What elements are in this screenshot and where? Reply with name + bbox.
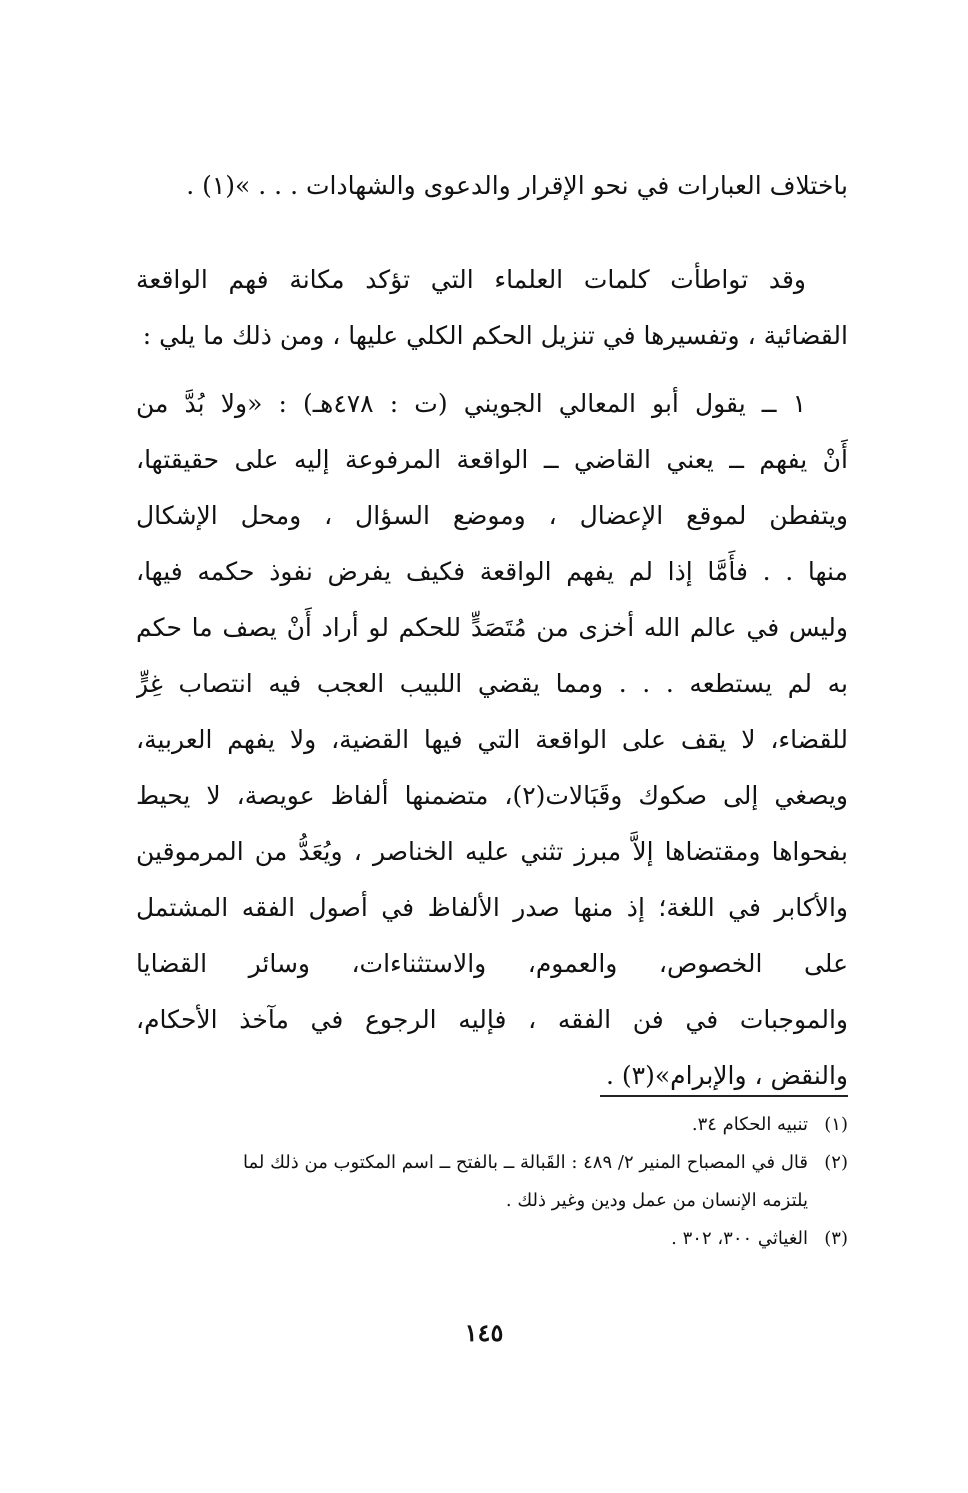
footnote-2: [136, 1144, 848, 1182]
text-line: ويصغي إلى صكوك وقَبَالات(٢)، متضمنها ألفاظ عويصة، لا يحيط: [136, 781, 848, 810]
footnote-text: الغياثي ٣٠٠، ٣٠٢ .: [671, 1228, 808, 1249]
text-line: على الخصوص، والعموم، والاستثناءات، وسائر القضايا: [136, 949, 848, 978]
text-line: بفحواها ومقتضاها إلاَّ مبرز تثني عليه الخناصر ، ويُعَدُّ من المرموقين: [136, 837, 848, 866]
footnote-3: [136, 1220, 848, 1258]
footnote-number: (٣): [824, 1228, 848, 1249]
text-line: به لم يستطعه . . . ومما يقضي اللبيب العجب فيه انتصاب غِرٍّ: [136, 669, 848, 698]
text-line: وليس في عالم الله أخزى من مُتَصَدٍّ للحكم لو أراد أَنْ يصف ما حكم: [136, 613, 848, 642]
text-line: منها . . فأَمَّا إذا لم يفهم الواقعة فكيف يفرض نفوذ حكمه فيها،: [136, 557, 848, 586]
text-line: أَنْ يفهم ــ يعني القاضي ــ الواقعة المرفوعة إليه على حقيقتها،: [136, 445, 848, 474]
text-line: للقضاء، لا يقف على الواقعة التي فيها القضية، ولا يفهم العربية،: [136, 725, 848, 754]
footnote-text: قال في المصباح المنير ٢/ ٤٨٩ : القَبالة ــ بالفتح ــ اسم المكتوب من ذلك لما: [243, 1152, 808, 1173]
footnote-divider: [600, 1095, 848, 1097]
footnotes: [136, 1106, 848, 1258]
text-line: القضائية ، وتفسيرها في تنزيل الحكم الكلي عليها ، ومن ذلك ما يلي :: [142, 321, 848, 350]
text-line: ويتفطن لموقع الإعضال ، وموضع السؤال ، ومحل الإشكال: [136, 501, 848, 530]
text-line: والأكابر في اللغة؛ إذ منها صدر الألفاظ في أصول الفقه المشتمل: [136, 893, 848, 922]
footnote-1: [136, 1106, 848, 1144]
text-line: والنقض ، والإبرام»(٣) .: [605, 1061, 848, 1090]
carry-over-paragraph: [136, 158, 848, 214]
paragraph-scholars-intro: [136, 252, 848, 364]
paragraph-juwayni-quote: [136, 376, 848, 1104]
footnote-text: تنبيه الحكام ٣٤.: [691, 1114, 808, 1135]
text-line: باختلاف العبارات في نحو الإقرار والدعوى والشهادات . . . »(١) .: [186, 171, 848, 200]
text-line: والموجبات في فن الفقه ، فإليه الرجوع في مآخذ الأحكام،: [136, 1005, 848, 1034]
footnote-2-continuation: يلتزمه الإنسان من عمل ودين وغير ذلك .: [505, 1190, 808, 1211]
footnote-number: (٢): [824, 1152, 848, 1173]
page-number: ١٤٥: [464, 1318, 504, 1347]
text-line: ١ ــ يقول أبو المعالي الجويني (ت : ٤٧٨هـ) : «ولا بُدَّ من: [136, 389, 806, 418]
text-line: وقد تواطأت كلمات العلماء التي تؤكد مكانة فهم الواقعة: [136, 265, 806, 294]
footnote-number: (١): [824, 1114, 848, 1135]
